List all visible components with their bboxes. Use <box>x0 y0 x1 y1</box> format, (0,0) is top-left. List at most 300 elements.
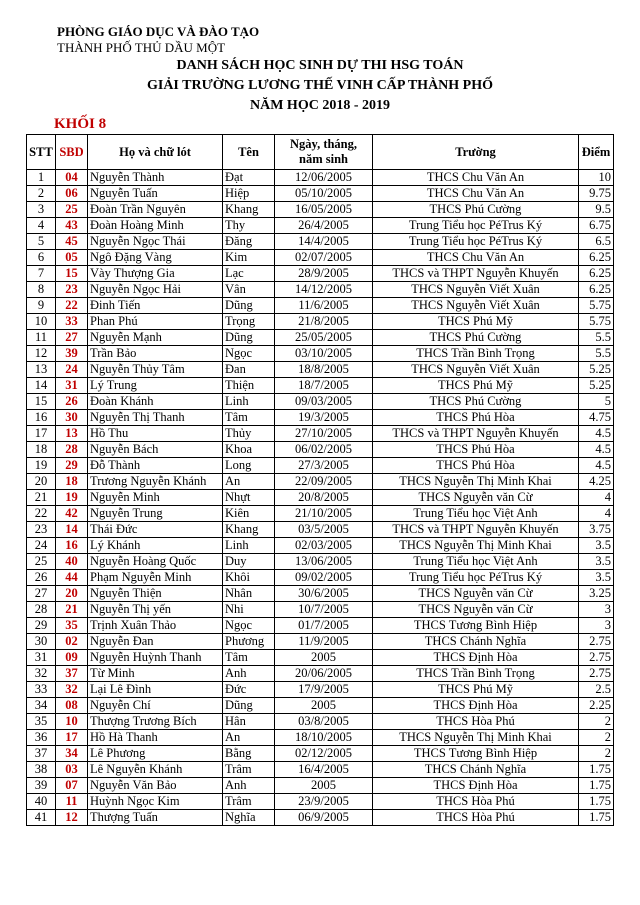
cell-sbd: 19 <box>56 490 88 506</box>
cell-stt: 27 <box>27 586 56 602</box>
cell-sbd: 39 <box>56 346 88 362</box>
cell-ngay-sinh: 09/03/2005 <box>275 394 373 410</box>
cell-ten: Trâm <box>223 794 275 810</box>
cell-diem: 3.5 <box>579 554 614 570</box>
cell-sbd: 34 <box>56 746 88 762</box>
table-row <box>27 330 614 346</box>
cell-sbd: 12 <box>56 810 88 826</box>
table-row <box>27 634 614 650</box>
cell-ngay-sinh: 14/12/2005 <box>275 282 373 298</box>
cell-ten: Vân <box>223 282 275 298</box>
cell-ten: Đan <box>223 362 275 378</box>
cell-ho: Nguyễn Bách <box>88 442 223 458</box>
table-row <box>27 442 614 458</box>
cell-truong: THCS Nguyễn văn Cừ <box>373 490 579 506</box>
document-subtitle: GIẢI TRƯỜNG LƯƠNG THẾ VINH CẤP THÀNH PHỐ <box>146 78 494 93</box>
cell-truong: THCS Nguyễn Thị Minh Khai <box>373 474 579 490</box>
cell-sbd: 11 <box>56 794 88 810</box>
cell-stt: 38 <box>27 762 56 778</box>
cell-diem: 5 <box>579 394 614 410</box>
cell-sbd: 16 <box>56 538 88 554</box>
grade-label: KHỐI 8 <box>54 116 107 132</box>
cell-sbd: 10 <box>56 714 88 730</box>
cell-diem: 5.75 <box>579 314 614 330</box>
cell-ten: Hân <box>223 714 275 730</box>
cell-sbd: 18 <box>56 474 88 490</box>
cell-truong: THCS Trần Bình Trọng <box>373 666 579 682</box>
cell-ngay-sinh: 13/06/2005 <box>275 554 373 570</box>
cell-ten: Nhựt <box>223 490 275 506</box>
cell-ngay-sinh: 20/8/2005 <box>275 490 373 506</box>
cell-stt: 33 <box>27 682 56 698</box>
cell-ngay-sinh: 12/06/2005 <box>275 170 373 186</box>
cell-diem: 1.75 <box>579 810 614 826</box>
cell-diem: 6.5 <box>579 234 614 250</box>
col-ho: Họ và chữ lót <box>88 135 223 170</box>
school-year: NĂM HỌC 2018 - 2019 <box>250 98 390 113</box>
cell-sbd: 14 <box>56 522 88 538</box>
cell-ho: Lý Trung <box>88 378 223 394</box>
cell-ngay-sinh: 11/9/2005 <box>275 634 373 650</box>
cell-truong: Trung Tiểu học PéTrus Ký <box>373 234 579 250</box>
cell-ngay-sinh: 28/9/2005 <box>275 266 373 282</box>
cell-truong: THCS Nguyễn Thị Minh Khai <box>373 730 579 746</box>
cell-ten: Đăng <box>223 234 275 250</box>
cell-ten: Dũng <box>223 698 275 714</box>
cell-ngay-sinh: 02/07/2005 <box>275 250 373 266</box>
table-row <box>27 266 614 282</box>
cell-diem: 3 <box>579 618 614 634</box>
col-truong: Trường <box>373 135 579 170</box>
cell-sbd: 43 <box>56 218 88 234</box>
cell-diem: 3.5 <box>579 570 614 586</box>
cell-ngay-sinh: 03/8/2005 <box>275 714 373 730</box>
cell-diem: 5.5 <box>579 330 614 346</box>
cell-sbd: 05 <box>56 250 88 266</box>
cell-truong: THCS Nguyễn Thị Minh Khai <box>373 538 579 554</box>
cell-diem: 4.5 <box>579 442 614 458</box>
cell-ho: Hồ Hà Thanh <box>88 730 223 746</box>
cell-truong: THCS Định Hòa <box>373 698 579 714</box>
student-table <box>26 134 614 826</box>
col-ngay-sinh <box>275 135 373 170</box>
cell-ngay-sinh: 18/10/2005 <box>275 730 373 746</box>
cell-sbd: 17 <box>56 730 88 746</box>
cell-ten: Linh <box>223 538 275 554</box>
cell-ho: Đoàn Hoàng Minh <box>88 218 223 234</box>
cell-ho: Huỳnh Ngọc Kim <box>88 794 223 810</box>
cell-diem: 2.5 <box>579 682 614 698</box>
table-row <box>27 458 614 474</box>
cell-stt: 34 <box>27 698 56 714</box>
cell-stt: 9 <box>27 298 56 314</box>
cell-stt: 6 <box>27 250 56 266</box>
cell-stt: 4 <box>27 218 56 234</box>
cell-stt: 17 <box>27 426 56 442</box>
cell-sbd: 45 <box>56 234 88 250</box>
department-name: PHÒNG GIÁO DỤC VÀ ĐÀO TẠO <box>57 24 260 39</box>
cell-sbd: 20 <box>56 586 88 602</box>
cell-ngay-sinh: 03/10/2005 <box>275 346 373 362</box>
cell-diem: 2.75 <box>579 650 614 666</box>
cell-diem: 4.25 <box>579 474 614 490</box>
cell-ho: Nguyễn Đan <box>88 634 223 650</box>
cell-stt: 20 <box>27 474 56 490</box>
cell-stt: 8 <box>27 282 56 298</box>
cell-sbd: 09 <box>56 650 88 666</box>
cell-sbd: 35 <box>56 618 88 634</box>
cell-stt: 2 <box>27 186 56 202</box>
cell-ten: An <box>223 474 275 490</box>
cell-diem: 4.5 <box>579 458 614 474</box>
cell-sbd: 29 <box>56 458 88 474</box>
cell-sbd: 25 <box>56 202 88 218</box>
cell-ho: Nguyễn Thủy Tâm <box>88 362 223 378</box>
cell-truong: THCS Phú Mỹ <box>373 682 579 698</box>
table-row <box>27 538 614 554</box>
cell-ten: Linh <box>223 394 275 410</box>
table-row <box>27 586 614 602</box>
cell-sbd: 33 <box>56 314 88 330</box>
cell-ho: Trần Bảo <box>88 346 223 362</box>
cell-sbd: 07 <box>56 778 88 794</box>
table-row <box>27 298 614 314</box>
cell-diem: 5.75 <box>579 298 614 314</box>
table-row <box>27 778 614 794</box>
cell-sbd: 28 <box>56 442 88 458</box>
cell-ten: Tâm <box>223 410 275 426</box>
cell-diem: 1.75 <box>579 794 614 810</box>
cell-sbd: 27 <box>56 330 88 346</box>
table-row <box>27 810 614 826</box>
cell-ngay-sinh: 06/02/2005 <box>275 442 373 458</box>
col-sbd: SBD <box>56 135 88 170</box>
cell-diem: 1.75 <box>579 762 614 778</box>
cell-ngay-sinh: 18/8/2005 <box>275 362 373 378</box>
cell-ho: Nguyễn Chí <box>88 698 223 714</box>
cell-truong: THCS Chánh Nghĩa <box>373 634 579 650</box>
cell-sbd: 37 <box>56 666 88 682</box>
table-row <box>27 682 614 698</box>
cell-ngay-sinh: 2005 <box>275 650 373 666</box>
document-title: DANH SÁCH HỌC SINH DỰ THI HSG TOÁN <box>176 58 464 73</box>
cell-ten: An <box>223 730 275 746</box>
cell-ho: Thượng Trương Bích <box>88 714 223 730</box>
cell-diem: 9.5 <box>579 202 614 218</box>
cell-diem: 3.25 <box>579 586 614 602</box>
cell-ten: Bằng <box>223 746 275 762</box>
cell-ngay-sinh: 05/10/2005 <box>275 186 373 202</box>
cell-ten: Tâm <box>223 650 275 666</box>
cell-ten: Lạc <box>223 266 275 282</box>
cell-ten: Thy <box>223 218 275 234</box>
cell-stt: 30 <box>27 634 56 650</box>
cell-truong: THCS và THPT Nguyễn Khuyến <box>373 266 579 282</box>
cell-stt: 32 <box>27 666 56 682</box>
cell-ten: Trâm <box>223 762 275 778</box>
cell-ngay-sinh: 27/3/2005 <box>275 458 373 474</box>
cell-ten: Nhân <box>223 586 275 602</box>
cell-sbd: 23 <box>56 282 88 298</box>
table-row <box>27 730 614 746</box>
cell-diem: 2.75 <box>579 666 614 682</box>
table-row <box>27 250 614 266</box>
table-header-row <box>27 135 614 170</box>
cell-diem: 6.25 <box>579 250 614 266</box>
cell-sbd: 30 <box>56 410 88 426</box>
cell-sbd: 24 <box>56 362 88 378</box>
cell-ngay-sinh: 03/5/2005 <box>275 522 373 538</box>
cell-ho: Đỗ Thành <box>88 458 223 474</box>
cell-ten: Anh <box>223 778 275 794</box>
cell-stt: 22 <box>27 506 56 522</box>
cell-truong: THCS Nguyễn Viết Xuân <box>373 282 579 298</box>
cell-ngay-sinh: 21/8/2005 <box>275 314 373 330</box>
cell-ten: Khang <box>223 202 275 218</box>
cell-ngay-sinh: 17/9/2005 <box>275 682 373 698</box>
table-row <box>27 490 614 506</box>
col-ten: Tên <box>223 135 275 170</box>
cell-ho: Đoàn Khánh <box>88 394 223 410</box>
cell-ngay-sinh: 14/4/2005 <box>275 234 373 250</box>
cell-truong: THCS Định Hòa <box>373 650 579 666</box>
cell-ho: Nguyễn Ngọc Thái <box>88 234 223 250</box>
cell-diem: 3.5 <box>579 538 614 554</box>
cell-truong: THCS Phú Hòa <box>373 410 579 426</box>
cell-ho: Thái Đức <box>88 522 223 538</box>
cell-stt: 39 <box>27 778 56 794</box>
cell-ngay-sinh: 2005 <box>275 778 373 794</box>
cell-truong: THCS Phú Mỹ <box>373 314 579 330</box>
cell-ngay-sinh: 21/10/2005 <box>275 506 373 522</box>
cell-truong: Trung Tiểu học Việt Anh <box>373 506 579 522</box>
col-stt: STT <box>27 135 56 170</box>
cell-truong: THCS và THPT Nguyễn Khuyến <box>373 522 579 538</box>
cell-truong: THCS Tương Bình Hiệp <box>373 746 579 762</box>
cell-ho: Thượng Tuấn <box>88 810 223 826</box>
cell-stt: 15 <box>27 394 56 410</box>
cell-ten: Khang <box>223 522 275 538</box>
cell-stt: 36 <box>27 730 56 746</box>
table-row <box>27 506 614 522</box>
cell-stt: 37 <box>27 746 56 762</box>
cell-ten: Đạt <box>223 170 275 186</box>
cell-truong: THCS Phú Hòa <box>373 442 579 458</box>
table-row <box>27 202 614 218</box>
cell-truong: THCS Chánh Nghĩa <box>373 762 579 778</box>
cell-sbd: 04 <box>56 170 88 186</box>
cell-diem: 2 <box>579 746 614 762</box>
cell-stt: 14 <box>27 378 56 394</box>
table-row <box>27 234 614 250</box>
cell-sbd: 32 <box>56 682 88 698</box>
cell-truong: THCS Phú Cường <box>373 394 579 410</box>
cell-ngay-sinh: 30/6/2005 <box>275 586 373 602</box>
cell-stt: 31 <box>27 650 56 666</box>
col-ngay-line2: năm sinh <box>299 152 348 166</box>
cell-ho: Hồ Thu <box>88 426 223 442</box>
cell-truong: THCS Định Hòa <box>373 778 579 794</box>
table-row <box>27 426 614 442</box>
cell-ho: Nguyễn Hoàng Quốc <box>88 554 223 570</box>
cell-stt: 10 <box>27 314 56 330</box>
cell-stt: 12 <box>27 346 56 362</box>
cell-stt: 41 <box>27 810 56 826</box>
cell-ho: Đinh Tiến <box>88 298 223 314</box>
cell-ho: Nguyễn Ngọc Hải <box>88 282 223 298</box>
table-row <box>27 714 614 730</box>
cell-ho: Phan Phú <box>88 314 223 330</box>
cell-truong: THCS Nguyễn Viết Xuân <box>373 362 579 378</box>
cell-diem: 4 <box>579 506 614 522</box>
cell-ngay-sinh: 06/9/2005 <box>275 810 373 826</box>
cell-ngay-sinh: 2005 <box>275 698 373 714</box>
cell-ngay-sinh: 26/4/2005 <box>275 218 373 234</box>
table-row <box>27 698 614 714</box>
cell-truong: THCS Phú Cường <box>373 202 579 218</box>
cell-ngay-sinh: 10/7/2005 <box>275 602 373 618</box>
cell-diem: 3.75 <box>579 522 614 538</box>
cell-ho: Nguyễn Huỳnh Thanh <box>88 650 223 666</box>
table-row <box>27 378 614 394</box>
cell-ho: Trương Nguyễn Khánh <box>88 474 223 490</box>
cell-stt: 26 <box>27 570 56 586</box>
cell-ngay-sinh: 23/9/2005 <box>275 794 373 810</box>
cell-ten: Thiện <box>223 378 275 394</box>
cell-diem: 6.25 <box>579 282 614 298</box>
cell-truong: THCS Phú Hòa <box>373 458 579 474</box>
table-row <box>27 618 614 634</box>
cell-ngay-sinh: 01/7/2005 <box>275 618 373 634</box>
cell-ten: Dũng <box>223 298 275 314</box>
table-row <box>27 346 614 362</box>
cell-stt: 25 <box>27 554 56 570</box>
table-row <box>27 746 614 762</box>
cell-ten: Nhi <box>223 602 275 618</box>
cell-stt: 40 <box>27 794 56 810</box>
cell-ho: Nguyễn Thành <box>88 170 223 186</box>
table-row <box>27 570 614 586</box>
cell-truong: Trung Tiểu học PéTrus Ký <box>373 570 579 586</box>
cell-ho: Nguyễn Thiện <box>88 586 223 602</box>
cell-ho: Phạm Nguyễn Minh <box>88 570 223 586</box>
cell-ho: Lê Phương <box>88 746 223 762</box>
cell-ho: Lại Lê Đình <box>88 682 223 698</box>
cell-stt: 35 <box>27 714 56 730</box>
cell-stt: 28 <box>27 602 56 618</box>
cell-diem: 4.75 <box>579 410 614 426</box>
table-row <box>27 762 614 778</box>
cell-ho: Trịnh Xuân Thảo <box>88 618 223 634</box>
cell-ho: Nguyễn Mạnh <box>88 330 223 346</box>
cell-ngay-sinh: 20/06/2005 <box>275 666 373 682</box>
col-diem: Điểm <box>579 135 614 170</box>
table-row <box>27 474 614 490</box>
cell-stt: 18 <box>27 442 56 458</box>
cell-stt: 19 <box>27 458 56 474</box>
cell-ten: Trọng <box>223 314 275 330</box>
cell-diem: 2.75 <box>579 634 614 650</box>
cell-truong: Trung Tiểu học Việt Anh <box>373 554 579 570</box>
cell-ngay-sinh: 16/4/2005 <box>275 762 373 778</box>
cell-stt: 11 <box>27 330 56 346</box>
cell-diem: 6.75 <box>579 218 614 234</box>
cell-diem: 6.25 <box>579 266 614 282</box>
cell-truong: THCS Nguyễn văn Cừ <box>373 586 579 602</box>
cell-diem: 4.5 <box>579 426 614 442</box>
table-row <box>27 314 614 330</box>
col-ngay-line1: Ngày, tháng, <box>289 137 358 151</box>
cell-sbd: 26 <box>56 394 88 410</box>
cell-sbd: 08 <box>56 698 88 714</box>
cell-sbd: 44 <box>56 570 88 586</box>
cell-diem: 10 <box>579 170 614 186</box>
cell-ten: Khôi <box>223 570 275 586</box>
cell-stt: 23 <box>27 522 56 538</box>
cell-sbd: 06 <box>56 186 88 202</box>
cell-sbd: 13 <box>56 426 88 442</box>
cell-ho: Nguyễn Trung <box>88 506 223 522</box>
cell-ten: Nghĩa <box>223 810 275 826</box>
cell-diem: 3 <box>579 602 614 618</box>
cell-ngay-sinh: 11/6/2005 <box>275 298 373 314</box>
table-row <box>27 554 614 570</box>
cell-truong: THCS Phú Mỹ <box>373 378 579 394</box>
cell-sbd: 42 <box>56 506 88 522</box>
table-row <box>27 650 614 666</box>
cell-sbd: 22 <box>56 298 88 314</box>
cell-ten: Đức <box>223 682 275 698</box>
cell-ten: Thủy <box>223 426 275 442</box>
cell-ho: Từ Minh <box>88 666 223 682</box>
table-row <box>27 218 614 234</box>
cell-ten: Kim <box>223 250 275 266</box>
cell-ten: Khoa <box>223 442 275 458</box>
cell-stt: 21 <box>27 490 56 506</box>
cell-ten: Phương <box>223 634 275 650</box>
cell-ten: Dũng <box>223 330 275 346</box>
cell-ten: Hiệp <box>223 186 275 202</box>
cell-truong: THCS Chu Văn An <box>373 250 579 266</box>
cell-stt: 7 <box>27 266 56 282</box>
table-row <box>27 362 614 378</box>
cell-diem: 1.75 <box>579 778 614 794</box>
cell-truong: THCS Nguyễn văn Cừ <box>373 602 579 618</box>
cell-truong: THCS Hòa Phú <box>373 714 579 730</box>
cell-sbd: 21 <box>56 602 88 618</box>
cell-ten: Anh <box>223 666 275 682</box>
cell-truong: THCS Nguyễn Viết Xuân <box>373 298 579 314</box>
cell-ngay-sinh: 02/12/2005 <box>275 746 373 762</box>
cell-ten: Ngọc <box>223 618 275 634</box>
cell-ho: Nguyễn Thị yến <box>88 602 223 618</box>
table-row <box>27 602 614 618</box>
cell-stt: 16 <box>27 410 56 426</box>
table-row <box>27 186 614 202</box>
table-row <box>27 394 614 410</box>
cell-ho: Vày Thượng Gia <box>88 266 223 282</box>
cell-ngay-sinh: 09/02/2005 <box>275 570 373 586</box>
cell-ngay-sinh: 27/10/2005 <box>275 426 373 442</box>
cell-ngay-sinh: 25/05/2005 <box>275 330 373 346</box>
cell-ho: Lý Khánh <box>88 538 223 554</box>
cell-diem: 2 <box>579 714 614 730</box>
cell-truong: THCS và THPT Nguyễn Khuyến <box>373 426 579 442</box>
cell-stt: 29 <box>27 618 56 634</box>
cell-stt: 24 <box>27 538 56 554</box>
cell-ho: Nguyễn Minh <box>88 490 223 506</box>
table-row <box>27 170 614 186</box>
